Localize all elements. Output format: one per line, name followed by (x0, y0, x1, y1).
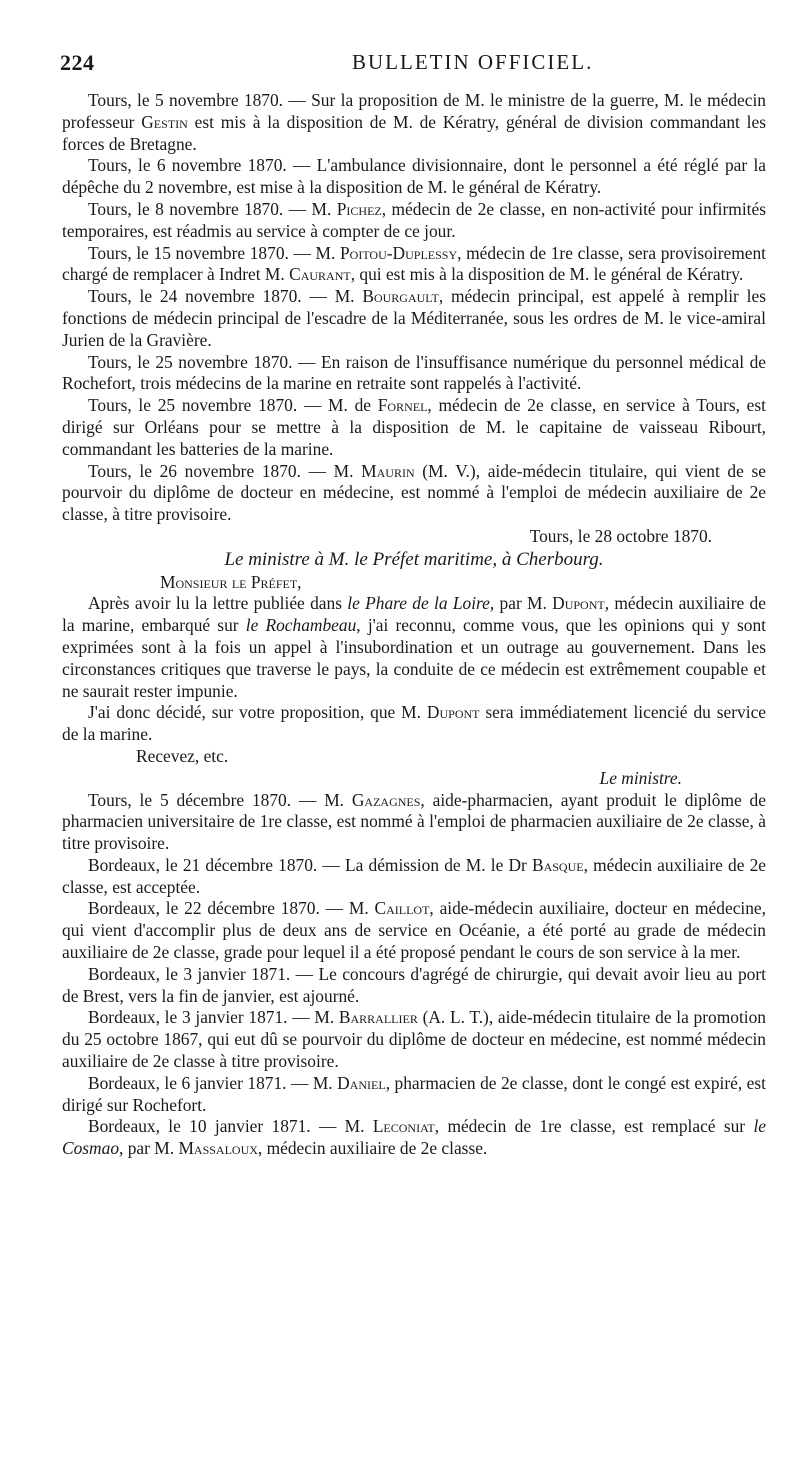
entry-paragraph: Tours, le 24 novembre 1870. — M. Bourgault, médecin principal, est appelé à remplir les fonctions de médecin principal de l'escadre de la Méditerranée, sous les ordres de M. le vice-amiral Jurien de la Gravière. (62, 286, 766, 350)
entry-paragraph: Tours, le 26 novembre 1870. — M. Maurin (M. V.), aide-médecin titulaire, qui vient de se pourvoir du diplôme de docteur en médecine, est nommé à l'emploi de médecin auxiliaire de 2e classe, à titre provisoire. (62, 460, 767, 525)
page-number: 224 (60, 50, 95, 75)
entry-paragraph: Tours, le 6 novembre 1870. — L'ambulance divisionnaire, dont le personnel a été réglé par la dépêche du 2 novembre, est mise à la disposition de M. le général de Kératry. (62, 155, 766, 198)
letter-date: Tours, le 28 octobre 1870. (529, 525, 712, 546)
entry-paragraph: Tours, le 25 novembre 1870. — En raison de l'insuffisance numérique du personnel médical de Rochefort, trois médecins de la marine en retraite sont rappelés à l'activité. (62, 351, 766, 394)
entry-paragraph: Tours, le 5 novembre 1870. — Sur la proposition de M. le ministre de la guerre, M. le médecin professeur Gestin est mis à la disposition de M. de Kératry, général de division commandant les forces de Bretagne. (62, 90, 766, 154)
letter-paragraph: Après avoir lu la lettre publiée dans le Phare de la Loire, par M. Dupont, médecin auxiliaire de la marine, embarqué sur le Rochambeau, j'ai reconnu, comme vous, que les opinions qui y sont exprimées sont à la fois un appel à l'insubordination et un outrage au gouvernement. Dans les circonstances critiques que traverse le pays, la conduite de ce médecin est extrêmement coupable et ne saurait rester impunie. (62, 593, 766, 701)
entry-paragraph: Bordeaux, le 22 décembre 1870. — M. Caillot, aide-médecin auxiliaire, docteur en médecine, qui vient d'accomplir plus de deux ans de service en Océanie, a été porté au grade de médecin auxiliaire de 2e classe, grade pour lequel il a été proposé pendant le cours de son service à la mer. (62, 898, 767, 963)
entry-paragraph: Bordeaux, le 21 décembre 1870. — La démission de M. le Dr Basque, médecin auxiliaire de 2e classe, est acceptée. (62, 854, 767, 897)
entry-paragraph: Bordeaux, le 10 janvier 1871. — M. Leconiat, médecin de 1re classe, est remplacé sur le Cosmao, par M. Massaloux, médecin auxiliaire de 2e classe. (62, 1116, 766, 1159)
running-head: BULLETIN OFFICIEL. (352, 50, 594, 74)
entry-paragraph: Bordeaux, le 6 janvier 1871. — M. Daniel, pharmacien de 2e classe, dont le congé est expiré, est dirigé sur Rochefort. (62, 1072, 766, 1115)
entry-paragraph: Tours, le 25 novembre 1870. — M. de Fornel, médecin de 2e classe, en service à Tours, est dirigé sur Orléans pour se mettre à la disposition de M. le capitaine de vaisseau Ribourt, commandant les batteries de la marine. (62, 395, 766, 459)
letter-salutation: Monsieur le Préfet, (160, 571, 302, 592)
letter-paragraph: J'ai donc décidé, sur votre proposition, que M. Dupont sera immédiatement licencié du service de la marine. (62, 702, 767, 745)
body-text (62, 90, 766, 1160)
letter-heading: Le ministre à M. le Préfet maritime, à Cherbourg. (224, 548, 604, 570)
letter-closing: Recevez, etc. (136, 745, 229, 766)
letter-signature: Le ministre. (599, 767, 682, 788)
entry-paragraph: Bordeaux, le 3 janvier 1871. — M. Barrallier (A. L. T.), aide-médecin titulaire de la promotion du 25 octobre 1867, qui eut dû se pourvoir du diplôme de docteur en médecine, est nommé médecin auxiliaire de 2e classe à titre provisoire. (62, 1007, 766, 1072)
entry-paragraph: Tours, le 8 novembre 1870. — M. Pichez, médecin de 2e classe, en non-activité pour infirmités temporaires, est réadmis au service à compter de ce jour. (62, 198, 766, 241)
entry-paragraph: Bordeaux, le 3 janvier 1871. — Le concours d'agrégé de chirurgie, qui devait avoir lieu au port de Brest, vers la fin de janvier, est ajourné. (62, 963, 766, 1006)
entry-paragraph: Tours, le 15 novembre 1870. — M. Poitou-Duplessy, médecin de 1re classe, sera provisoirement chargé de remplacer à Indret M. Caurant, qui est mis à la disposition de M. le général de Kératry. (62, 242, 766, 285)
entry-paragraph: Tours, le 5 décembre 1870. — M. Gazagnes, aide-pharmacien, ayant produit le diplôme de pharmacien universitaire de 1re classe, est nommé à l'emploi de pharmacien auxiliaire de 2e classe, à titre provisoire. (62, 789, 766, 854)
page-header (52, 46, 770, 82)
